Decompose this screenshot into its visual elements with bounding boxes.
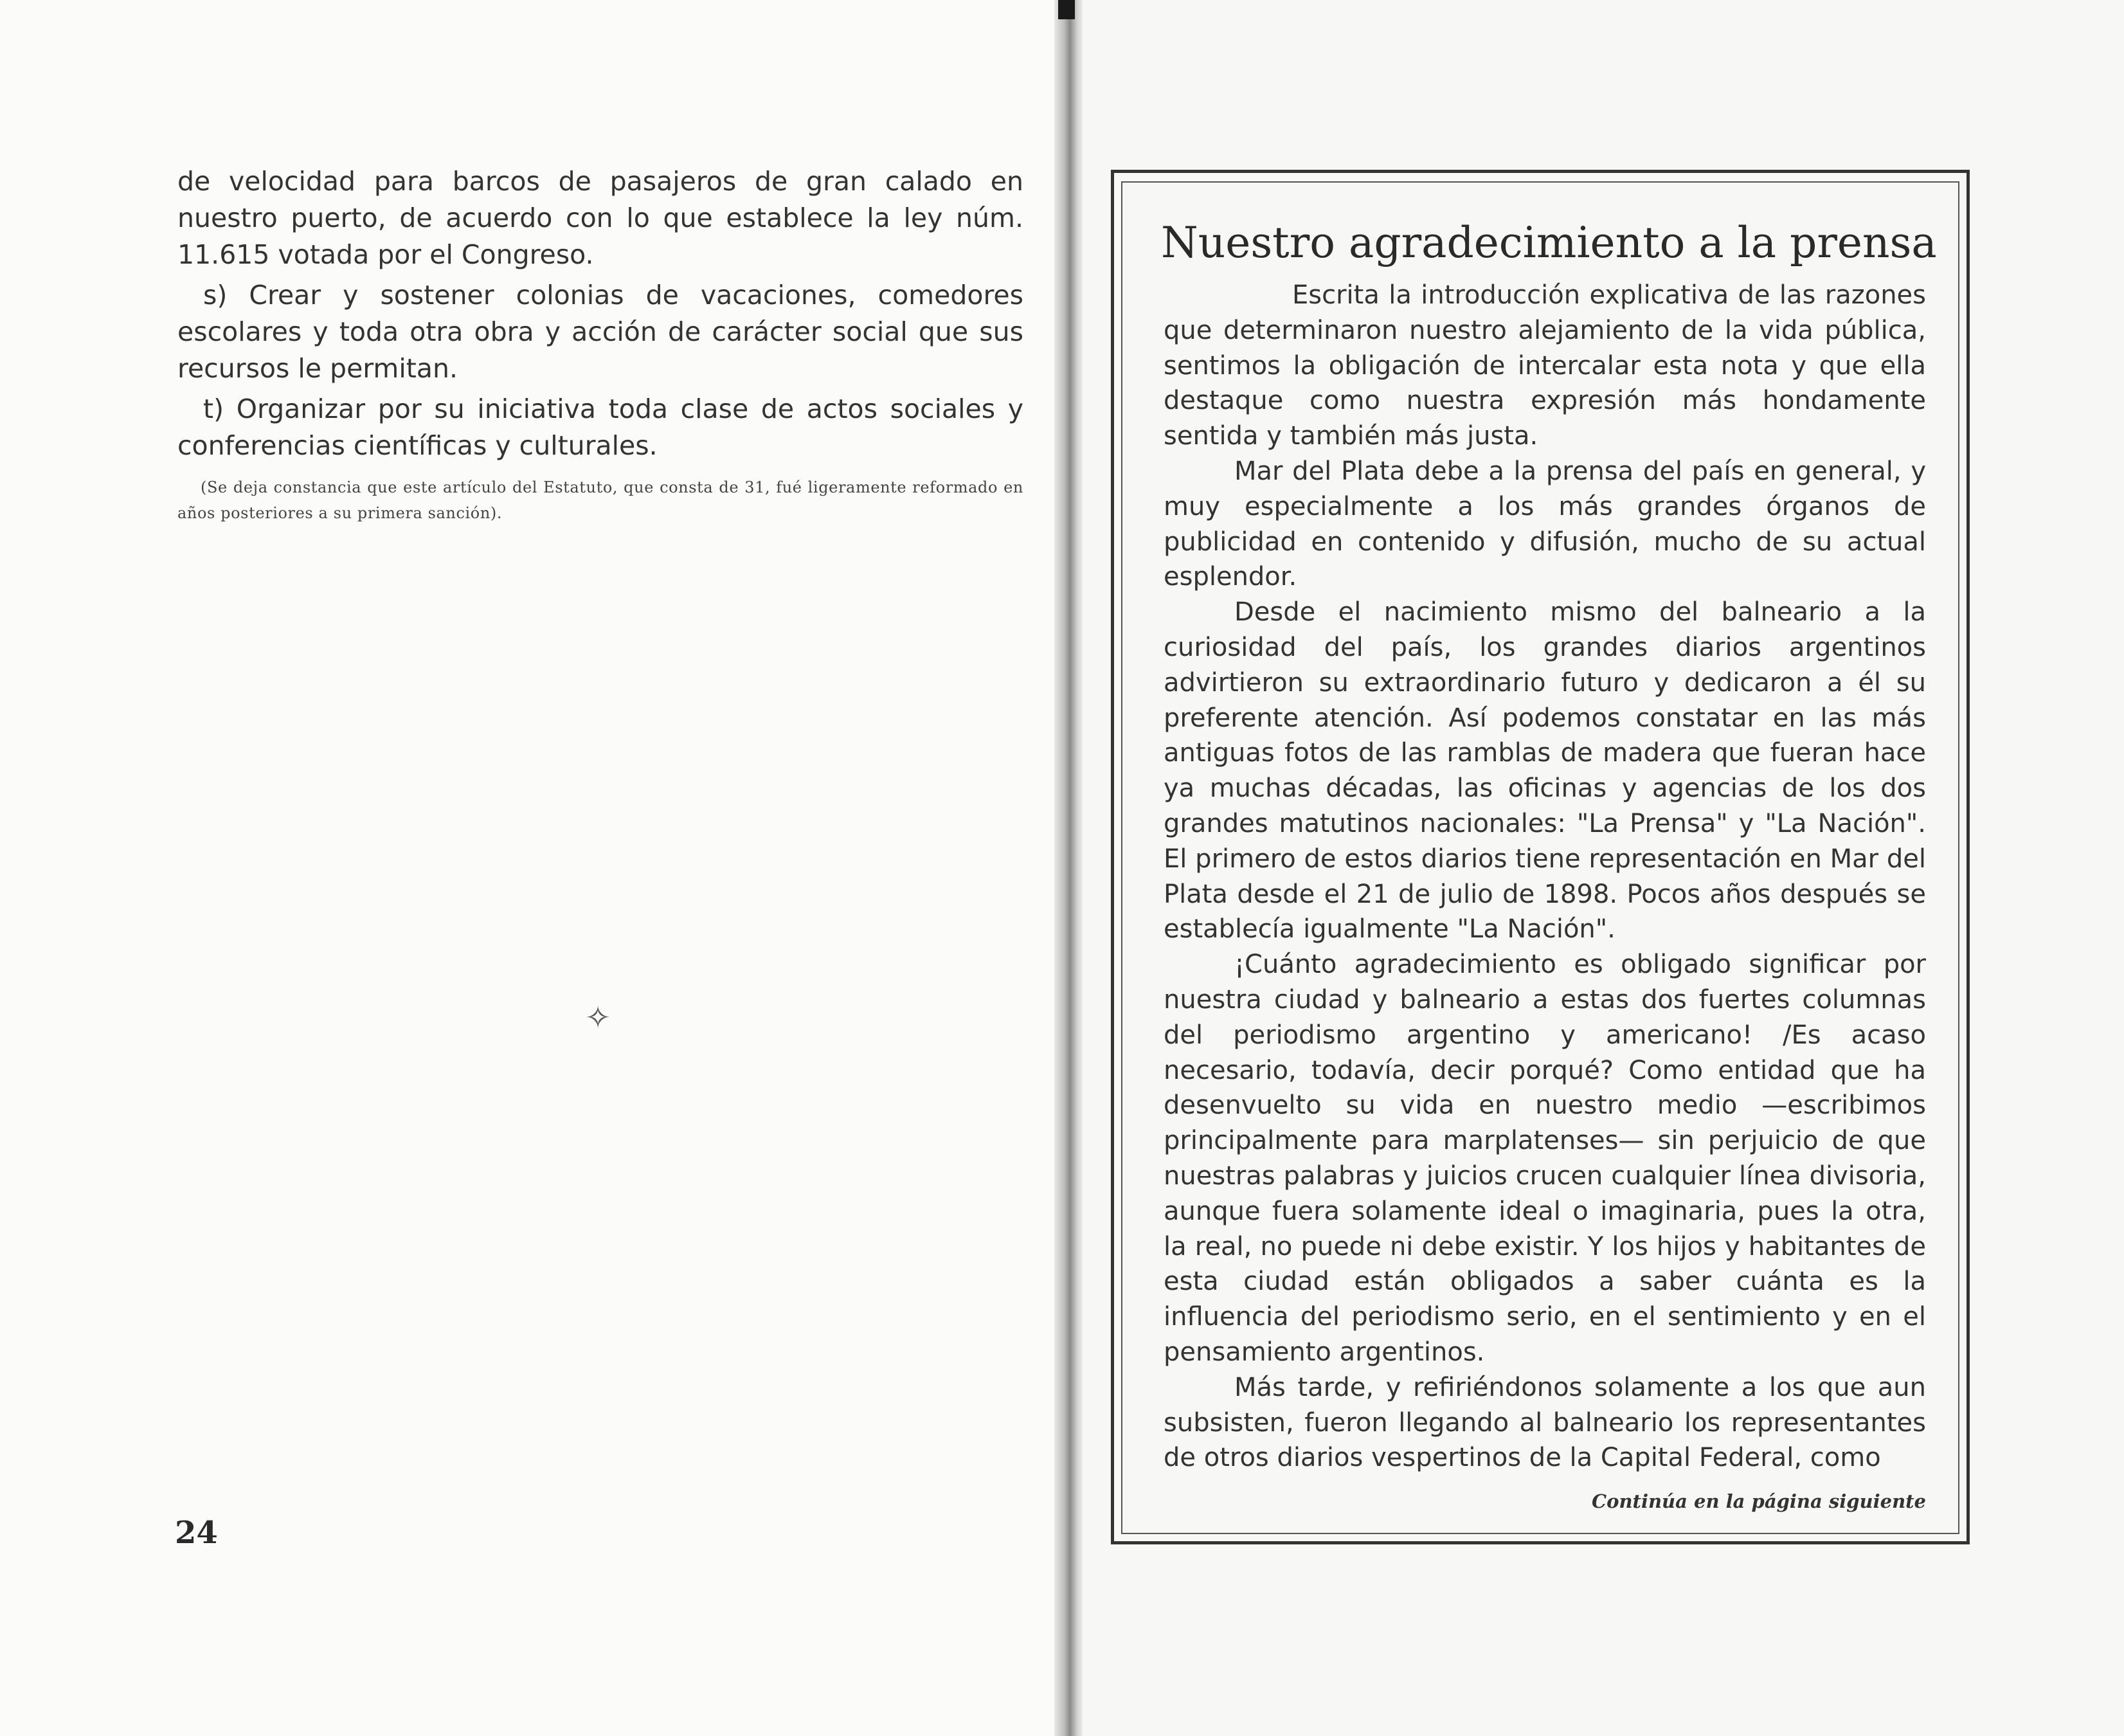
left-paragraph: s) Crear y sostener colonias de vacaciones, comedores escolares y toda otra obra y acción de carácter social que sus recursos le permitan. [177, 280, 1023, 384]
article-paragraph: Mar del Plata debe a la prensa del país en general, y muy especialmente a los más grandes órganos de publicidad en contenido y difusión, mucho de su actual esplendor. [1164, 456, 1926, 592]
article-paragraph: Más tarde, y refiriéndonos solamente a los que aun subsisten, fueron llegando al balneario los representantes de otros diarios vespertinos de la Capital Federal, como [1164, 1372, 1926, 1473]
page-number: 24 [175, 1515, 218, 1551]
article-title: Nuestro agradecimiento a la prensa [1161, 218, 1937, 267]
article-paragraph: ¡Cuánto agradecimiento es obligado significar por nuestra ciudad y balneario a estas dos fuertes columnas del periodismo argentino y americano! /Es acaso necesario, todavía, decir porqué? Como entidad que ha desenvuelto su vida en nuestro medio —escribimos principalmente para marplatenses— sin perjuicio de que nuestras palabras y juicios crucen cualquier línea divisoria, aunque fuera solamente ideal o imaginaria, pues la otra, la real, no puede ni debe existir. Y los hijos y habitantes de esta ciudad están obligados a saber cuánta es la influencia del periodismo serio, en el sentimiento y en el pensamiento argentinos. [1164, 950, 1926, 1367]
left-page-text [177, 163, 1023, 468]
article-paragraph: Escrita la introducción explicativa de las razones que determinaron nuestro alejamiento de la vida pública, sentimos la obligación de intercalar esta nota y que ella destaque como nuestra expresión más hondamente sentida y también más justa. [1164, 280, 1926, 451]
article-body [1164, 278, 1926, 1476]
continues-next-page-note: Continúa en la página siguiente [1592, 1490, 1926, 1512]
book-gutter [1054, 0, 1083, 1736]
star-ornament-icon: ✧ [585, 1000, 611, 1036]
left-paragraph: t) Organizar por su iniciativa toda clase de actos sociales y conferencias científicas y culturales. [177, 393, 1023, 461]
article-paragraph: Desde el nacimiento mismo del balneario a la curiosidad del país, los grandes diarios argentinos advirtieron su extraordinario futuro y dedicaron a él su preferente atención. Así podemos constatar en las más antiguas fotos de las ramblas de madera que fueran hace ya muchas décadas, las oficinas y agencias de los dos grandes matutinos nacionales: "La Prensa" y "La Nación". El primero de estos diarios tiene representación en Mar del Plata desde el 21 de julio de 1898. Pocos años después se establecía igualmente "La Nación". [1164, 597, 1926, 945]
statute-note: (Se deja constancia que este artículo del Estatuto, que consta de 31, fué ligeramente reformado en años posteriores a su primera sanción). [177, 478, 1023, 522]
gutter-binding-mark [1058, 0, 1075, 19]
left-paragraph: de velocidad para barcos de pasajeros de gran calado en nuestro puerto, de acuerdo con lo que establece la ley núm. 11.615 votada por el Congreso. [177, 166, 1023, 270]
